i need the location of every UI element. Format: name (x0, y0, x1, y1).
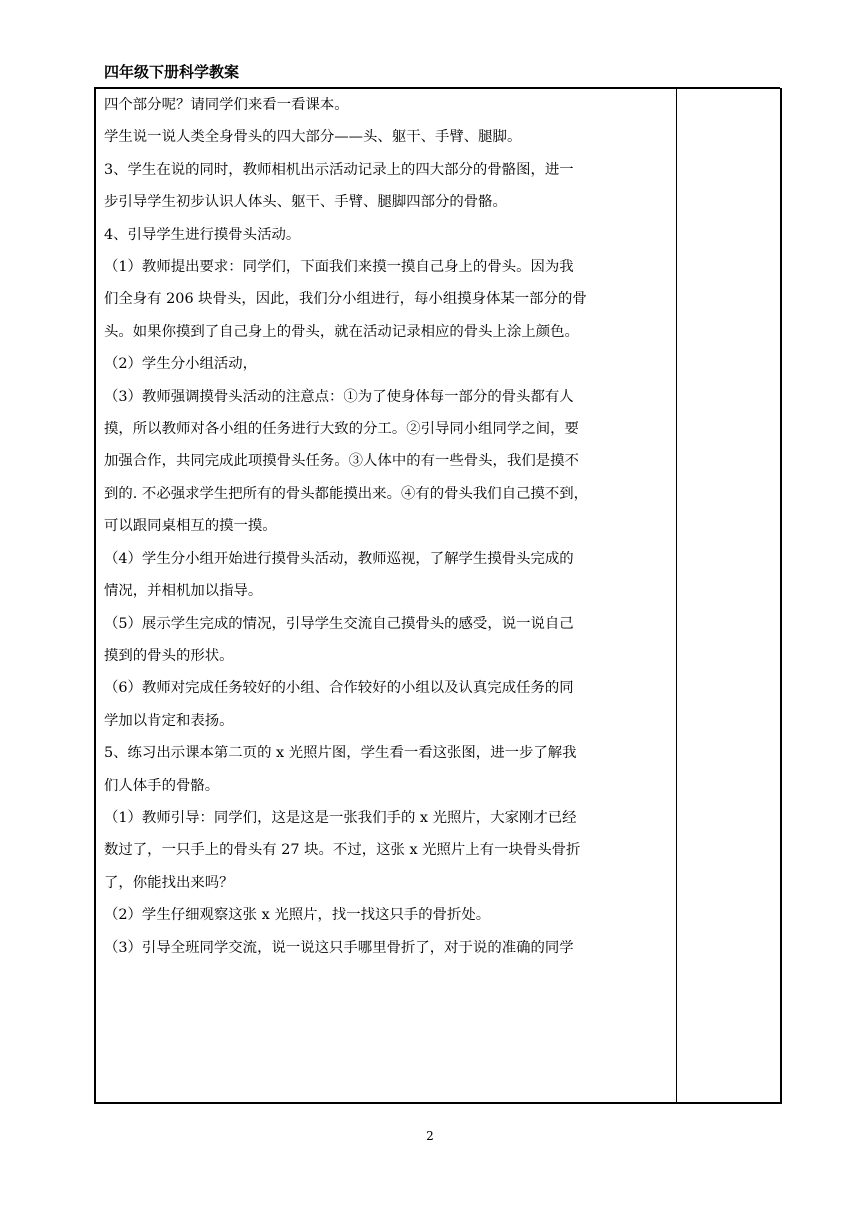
text-line: 摸，所以教师对各小组的任务进行大致的分工。②引导同小组同学之间，要 (104, 421, 579, 438)
text-line: 可以跟同桌相互的摸一摸。 (104, 518, 277, 535)
text-line: 情况，并相机加以指导。 (104, 583, 263, 600)
text-line: （2）学生仔细观察这张 x 光照片，找一找这只手的骨折处。 (104, 907, 491, 924)
text-line: 们全身有 206 块骨头，因此，我们分小组进行，每小组摸身体某一部分的骨 (104, 291, 587, 308)
text-line: 3、学生在说的同时，教师相机出示活动记录上的四大部分的骨骼图，进一 (104, 161, 574, 178)
text-line: 了，你能找出来吗？ (104, 874, 234, 891)
text-line: （5）展示学生完成的情况，引导学生交流自己摸骨头的感受，说一说自己 (104, 615, 574, 632)
text-line: 四个部分呢？请同学们来看一看课本。 (104, 97, 349, 113)
text-line: （3）引导全班同学交流，说一说这只手哪里骨折了，对于说的准确的同学 (104, 939, 574, 956)
text-line: （3）教师强调摸骨头活动的注意点：①为了使身体每一部分的骨头都有人 (104, 388, 574, 405)
text-line: 们人体手的骨骼。 (104, 777, 220, 794)
page-number: 2 (426, 1129, 434, 1143)
text-line: 4、引导学生进行摸骨头活动。 (104, 226, 301, 243)
text-line: 5、练习出示课本第二页的 x 光照片图，学生看一看这张图，进一步了解我 (104, 745, 577, 762)
text-line: 加强合作，共同完成此项摸骨头任务。③人体中的有一些骨头，我们是摸不 (104, 453, 579, 470)
text-line: 学加以肯定和表扬。 (104, 712, 234, 729)
text-line: （1）教师提出要求：同学们，下面我们来摸一摸自己身上的骨头。因为我 (104, 259, 574, 276)
text-line: （2）学生分小组活动， (104, 356, 258, 373)
text-line: 步引导学生初步认识人体头、躯干、手臂、腿脚四部分的骨骼。 (104, 194, 507, 211)
text-line: 学生说一说人类全身骨头的四大部分——头、躯干、手臂、腿脚。 (104, 129, 522, 146)
text-line: （6）教师对完成任务较好的小组、合作较好的小组以及认真完成任务的同 (104, 680, 574, 697)
text-line: 到的. 不必强求学生把所有的骨头都能摸出来。④有的骨头我们自己摸不到， (104, 485, 589, 502)
text-line: （1）教师引导：同学们，这是这是一张我们手的 x 光照片，大家刚才已经 (104, 809, 577, 826)
text-line: 头。如果你摸到了自己身上的骨头，就在活动记录相应的骨头上涂上颜色。 (104, 323, 579, 340)
page-header-title: 四年级下册科学教案 (104, 63, 240, 81)
text-line: （4）学生分小组开始进行摸骨头活动，教师巡视，了解学生摸骨头完成的 (104, 550, 574, 567)
text-line: 摸到的骨头的形状。 (104, 647, 234, 664)
text-line: 数过了，一只手上的骨头有 27 块。不过，这张 x 光照片上有一块骨头骨折 (104, 842, 581, 859)
lesson-content (104, 89, 670, 964)
table-column-divider (676, 88, 677, 1102)
